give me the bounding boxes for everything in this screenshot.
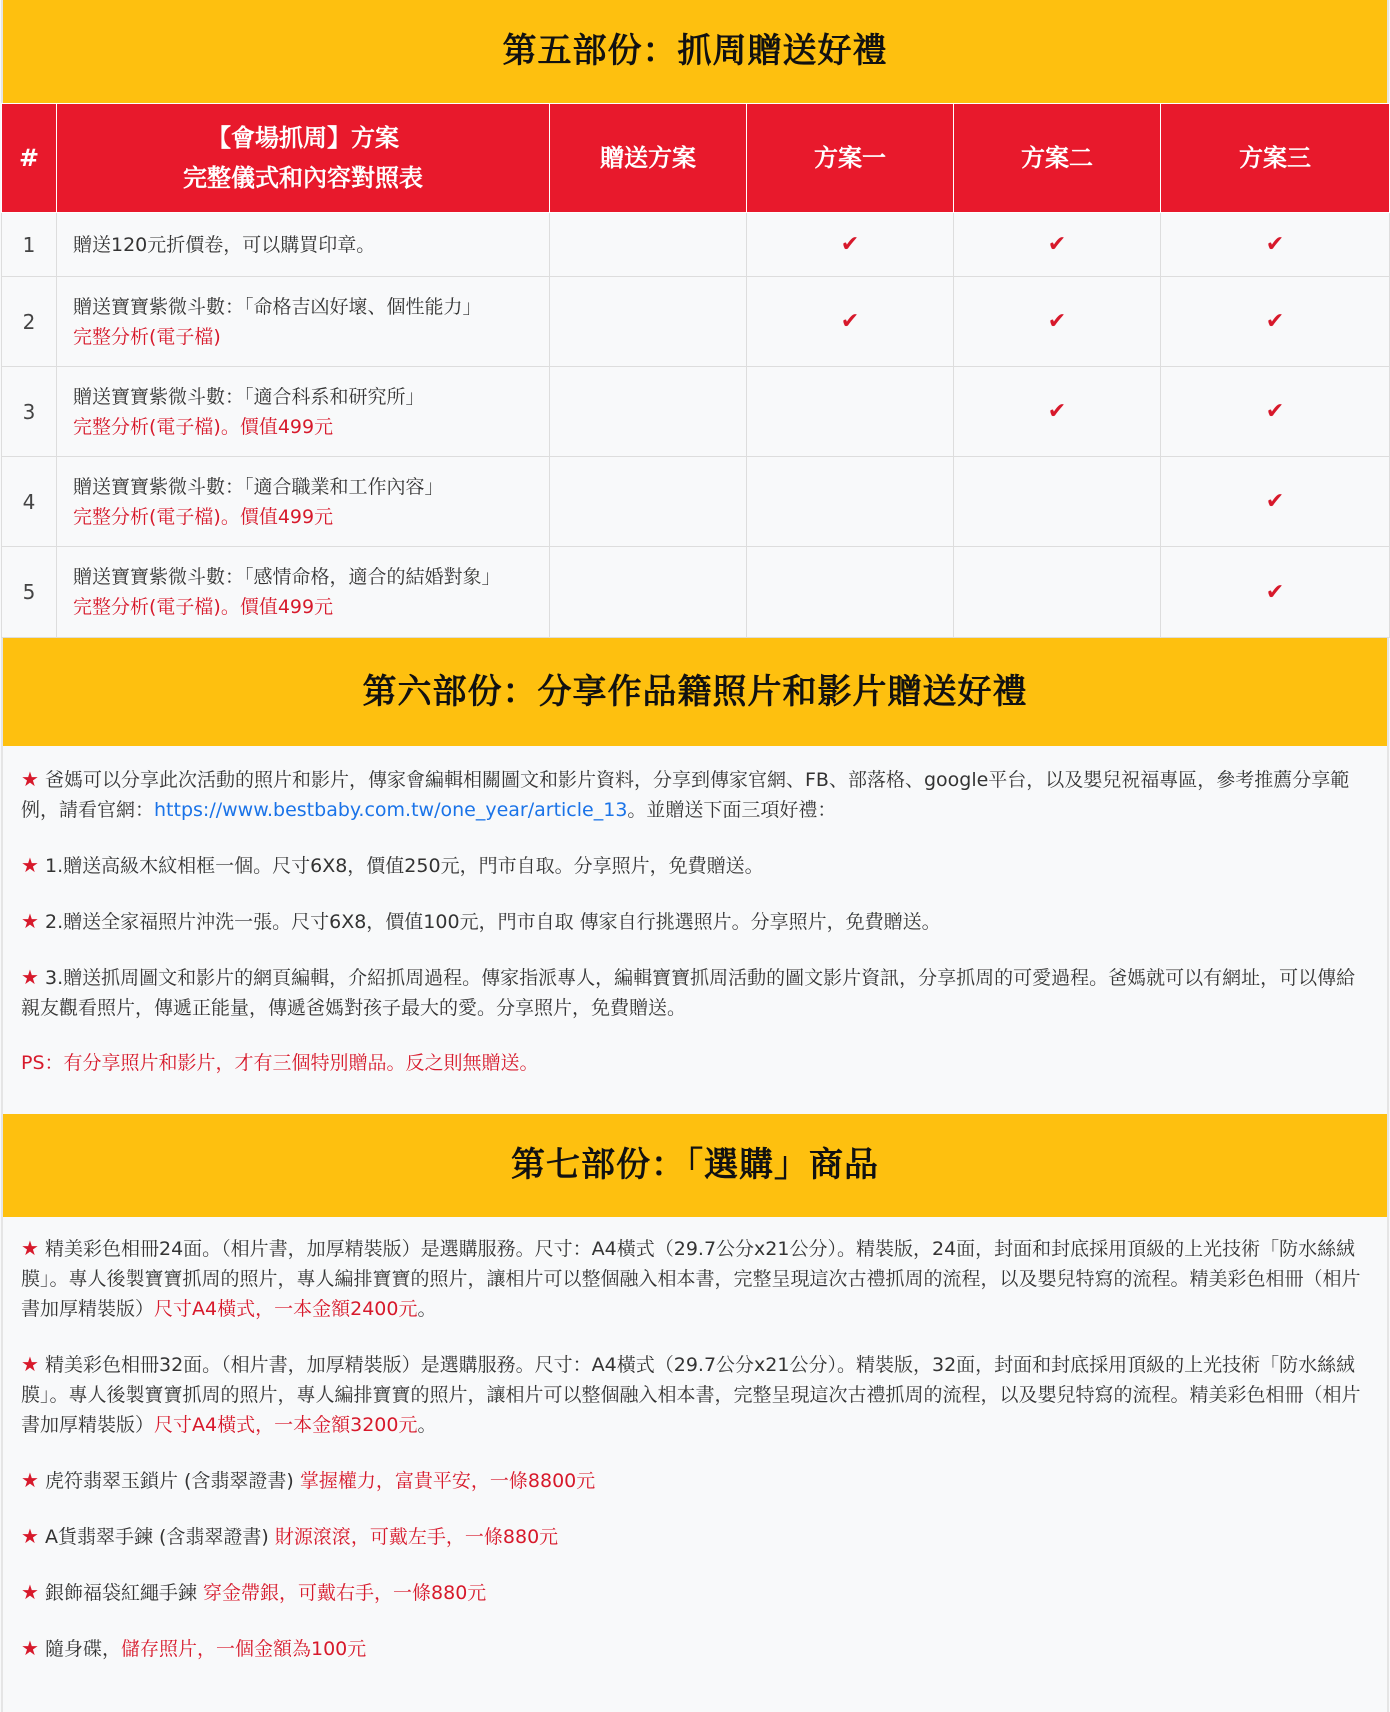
row-description bbox=[57, 457, 550, 547]
row-description bbox=[57, 213, 550, 277]
star-icon: ★ bbox=[21, 1236, 39, 1260]
star-icon: ★ bbox=[21, 1636, 39, 1660]
section7-title: 第七部份：「選購」商品 bbox=[1, 1114, 1389, 1217]
jade-bracelet-text: A貨翡翠手鍊 (含翡翠證書) bbox=[44, 1526, 275, 1548]
plan3-cell bbox=[1161, 367, 1390, 457]
share-intro bbox=[21, 764, 1367, 825]
col-header-plan3: 方案三 bbox=[1161, 104, 1390, 213]
plan1-cell bbox=[747, 547, 954, 638]
share-intro-end: 。並贈送下面三項好禮： bbox=[627, 799, 837, 821]
star-icon: ★ bbox=[21, 965, 39, 989]
jade-lock-price: 掌握權力，富貴平安，一條8800元 bbox=[299, 1470, 596, 1492]
table-row bbox=[2, 213, 1390, 277]
gift-cell bbox=[550, 367, 747, 457]
silver-bracelet bbox=[21, 1577, 1367, 1608]
album-32-price: 尺寸A4橫式，一本金額3200元 bbox=[154, 1414, 418, 1436]
row-number: 3 bbox=[2, 367, 57, 457]
row-text: 贈送120元折價卷，可以購買印章。 bbox=[73, 233, 376, 256]
check-icon: ✔ bbox=[840, 309, 860, 334]
plan3-cell bbox=[1161, 213, 1390, 277]
star-icon: ★ bbox=[21, 767, 39, 791]
col-header-plan-line2: 完整儀式和內容對照表 bbox=[183, 164, 423, 192]
table-row bbox=[2, 547, 1390, 638]
plan2-cell bbox=[954, 547, 1161, 638]
col-header-gift: 贈送方案 bbox=[550, 104, 747, 213]
row-highlight: 完整分析(電子檔)。價值499元 bbox=[73, 415, 334, 438]
table-header-row bbox=[2, 104, 1390, 213]
silver-bracelet-text: 銀飾福袋紅繩手鍊 bbox=[44, 1582, 204, 1604]
jade-lock bbox=[21, 1465, 1367, 1496]
share-ps-note: PS：有分享照片和影片，才有三個特別贈品。反之則無贈送。 bbox=[21, 1052, 539, 1074]
row-highlight: 完整分析(電子檔)。價值499元 bbox=[73, 505, 334, 528]
col-header-plan1: 方案一 bbox=[747, 104, 954, 213]
check-icon: ✔ bbox=[840, 232, 860, 257]
row-number: 2 bbox=[2, 277, 57, 367]
plan1-cell bbox=[747, 213, 954, 277]
row-highlight: 完整分析(電子檔)。價值499元 bbox=[73, 596, 334, 618]
check-icon: ✔ bbox=[1047, 232, 1067, 257]
check-icon: ✔ bbox=[1265, 579, 1285, 605]
row-number: 5 bbox=[2, 547, 57, 638]
star-icon: ★ bbox=[21, 1352, 39, 1376]
plan2-cell bbox=[954, 213, 1161, 277]
table-row bbox=[2, 457, 1390, 547]
check-icon: ✔ bbox=[1265, 309, 1285, 334]
share-gift-3-text: 3.贈送抓周圖文和影片的網頁編輯，介紹抓周過程。傳家指派專人，編輯寶寶抓周活動的圖文影片資訊，分享抓周的可愛過程。爸媽就可以有網址，可以傳給親友觀看照片，傳遞正能量，傳遞爸媽對孩子最大的愛。分享照片，免費贈送。 bbox=[21, 967, 1356, 1019]
share-gift-2 bbox=[21, 906, 1367, 937]
album-32-text: 精美彩色相冊32面。（相片書，加厚精裝版）是選購服務。尺寸：A4橫式（29.7公分x21公分）。精裝版，32面，封面和封底採用頂級的上光技術「防水絲絨膜」。專人後製寶寶抓周的照片，專人編排寶寶的照片，讓相片可以整個融入相本書，完整呈現這次古禮抓周的流程，以及嬰兒特寫的流程。精美彩色相冊（相片書加厚精裝版） bbox=[21, 1354, 1361, 1436]
usb-drive bbox=[21, 1633, 1367, 1664]
table-row bbox=[2, 277, 1390, 367]
row-description bbox=[57, 367, 550, 457]
gift-cell bbox=[550, 213, 747, 277]
row-description bbox=[57, 547, 550, 638]
section6-title: 第六部份：分享作品籍照片和影片贈送好禮 bbox=[1, 638, 1389, 746]
row-description bbox=[57, 277, 550, 367]
row-number: 4 bbox=[2, 457, 57, 547]
star-icon: ★ bbox=[21, 1524, 39, 1548]
silver-bracelet-price: 穿金帶銀，可戴右手，一條880元 bbox=[203, 1582, 487, 1604]
check-icon: ✔ bbox=[1265, 489, 1285, 514]
album-24-price: 尺寸A4橫式，一本金額2400元 bbox=[154, 1298, 418, 1320]
check-icon: ✔ bbox=[1265, 232, 1285, 257]
album-24 bbox=[21, 1233, 1367, 1324]
row-text: 贈送寶寶紫微斗數：「感情命格，適合的結婚對象」 bbox=[73, 566, 501, 588]
share-intro-text: 爸媽可以分享此次活動的照片和影片，傳家會編輯相關圖文和影片資料，分享到傳家官網、FB、部落格、google平台，以及嬰兒祝福專區，參考推薦分享範例，請看官網： bbox=[21, 769, 1350, 821]
share-gift-2-text: 2.贈送全家福照片沖洗一張。尺寸6X8，價值100元，門市自取 傳家自行挑選照片。分享照片，免費贈送。 bbox=[44, 911, 941, 933]
col-header-plan bbox=[57, 104, 550, 213]
star-icon: ★ bbox=[21, 853, 39, 877]
plan3-cell bbox=[1161, 277, 1390, 367]
plan3-cell bbox=[1161, 457, 1390, 547]
album-32 bbox=[21, 1349, 1367, 1440]
plan1-cell bbox=[747, 277, 954, 367]
usb-drive-price: 儲存照片，一個金額為100元 bbox=[121, 1638, 367, 1660]
plan2-cell bbox=[954, 457, 1161, 547]
plan1-cell bbox=[747, 367, 954, 457]
section5-title: 第五部份：抓周贈送好禮 bbox=[1, 0, 1389, 103]
album-32-end: 。 bbox=[417, 1414, 437, 1436]
col-header-plan-line1: 【會場抓周】方案 bbox=[207, 124, 399, 152]
album-24-text: 精美彩色相冊24面。（相片書，加厚精裝版）是選購服務。尺寸：A4橫式（29.7公分x21公分）。精裝版，24面，封面和封底採用頂級的上光技術「防水絲絨膜」。專人後製寶寶抓周的照片，專人編排寶寶的照片，讓相片可以整個融入相本書，完整呈現這次古禮抓周的流程，以及嬰兒特寫的流程。精美彩色相冊（相片書加厚精裝版） bbox=[21, 1238, 1361, 1320]
row-text: 贈送寶寶紫微斗數：「適合職業和工作內容」 bbox=[73, 475, 444, 498]
col-header-num: # bbox=[2, 104, 57, 213]
check-icon: ✔ bbox=[1047, 399, 1067, 424]
gift-cell bbox=[550, 457, 747, 547]
album-24-end: 。 bbox=[417, 1298, 437, 1320]
star-icon: ★ bbox=[21, 909, 39, 933]
plan3-cell bbox=[1161, 547, 1390, 638]
table-row bbox=[2, 367, 1390, 457]
row-highlight: 完整分析(電子檔) bbox=[73, 325, 221, 348]
check-icon: ✔ bbox=[1265, 399, 1285, 424]
plan2-cell bbox=[954, 367, 1161, 457]
gift-cell bbox=[550, 277, 747, 367]
page bbox=[1, 0, 1389, 1712]
share-gift-1 bbox=[21, 850, 1367, 881]
section6-body bbox=[1, 746, 1389, 1114]
row-text: 贈送寶寶紫微斗數：「適合科系和研究所」 bbox=[73, 385, 425, 408]
jade-bracelet-price: 財源滾滾，可戴左手，一條880元 bbox=[274, 1526, 559, 1548]
gift-comparison-table bbox=[1, 103, 1390, 638]
jade-lock-text: 虎符翡翠玉鎖片 (含翡翠證書) bbox=[44, 1470, 300, 1492]
plan1-cell bbox=[747, 457, 954, 547]
article-link[interactable]: https://www.bestbaby.com.tw/one_year/article_13 bbox=[154, 799, 628, 821]
check-icon: ✔ bbox=[1047, 309, 1067, 334]
share-gift-3 bbox=[21, 962, 1367, 1023]
col-header-plan2: 方案二 bbox=[954, 104, 1161, 213]
row-number: 1 bbox=[2, 213, 57, 277]
star-icon: ★ bbox=[21, 1580, 39, 1604]
share-gift-1-text: 1.贈送高級木紋相框一個。尺寸6X8，價值250元，門市自取。分享照片，免費贈送。 bbox=[44, 855, 764, 877]
plan2-cell bbox=[954, 277, 1161, 367]
usb-drive-text: 隨身碟， bbox=[44, 1638, 121, 1660]
row-text: 贈送寶寶紫微斗數：「命格吉凶好壞、個性能力」 bbox=[73, 295, 482, 318]
jade-bracelet bbox=[21, 1521, 1367, 1552]
section7-body bbox=[1, 1217, 1389, 1712]
gift-cell bbox=[550, 547, 747, 638]
star-icon: ★ bbox=[21, 1468, 39, 1492]
